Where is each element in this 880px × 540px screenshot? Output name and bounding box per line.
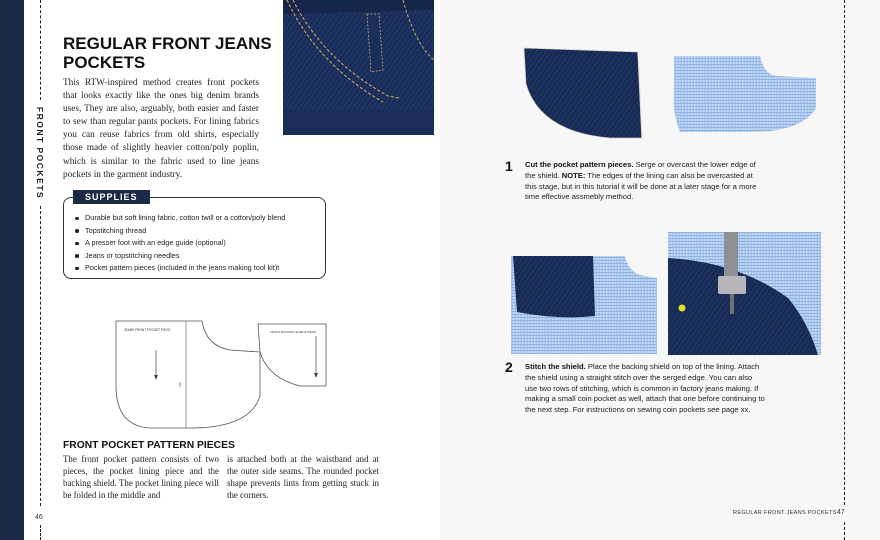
left-page-number: 46: [35, 514, 43, 521]
pocket-pattern-drawing: [110, 316, 335, 436]
section-side-label: FRONT POCKETS: [35, 106, 45, 200]
right-page-footer: REGULAR FRONT JEANS POCKETS: [733, 510, 837, 516]
supply-item: Pocket pattern pieces (included in the jeans making tool kit)t: [75, 262, 325, 275]
denim-shield-on-lining: [513, 256, 595, 317]
pattern-text-column-2: is attached both at the waistband and at the outer side seams. The rounded pocket shape prevents lints from getting stuck in the corners.: [227, 454, 379, 501]
supplies-heading: SUPPLIES: [73, 190, 150, 204]
lining-piece: [674, 56, 816, 132]
right-margin-dashed-line-end: [844, 522, 845, 540]
supply-item: A presser foot with an edge guide (optional): [75, 237, 325, 250]
intro-paragraph: This RTW-inspired method creates front pockets that looks exactly like the ones big denim brands uses, They are also, arguably, both easier and faster to sew than regular pants pockets. For lining fabrics you can reuse fabrics from old shirts, especially those made of slightly heavier cotton/poly poplin, which is similar to the fabric used to line jeans pockets in the garment industry.: [63, 78, 259, 180]
shield-on-lining-photo: [507, 254, 657, 354]
step-1-number: 1: [505, 158, 513, 174]
step-2-number: 2: [505, 359, 513, 375]
supply-item: Jeans or topstitching needles: [75, 250, 325, 263]
denim-shield-piece: [524, 48, 642, 138]
spine-bar: [0, 0, 24, 540]
presser-foot: [724, 232, 738, 280]
pattern-pieces-heading: FRONT POCKET PATTERN PIECES: [63, 440, 235, 451]
denim-pocket-photo: [283, 0, 434, 135]
margin-dashed-line-end: [40, 525, 41, 540]
shield-piece-label: FRONT BACKING SHIELD PIECE: [270, 330, 317, 334]
lining-piece-photo: [670, 52, 820, 137]
margin-dashed-line-top: [40, 0, 41, 100]
supply-item: Topstitching thread: [75, 225, 325, 238]
lining-piece-label: JEANS FRONT POCKET PIECE: [124, 328, 171, 332]
lining-pattern-outline: [116, 321, 260, 428]
cut-pattern-pieces-photo: [510, 42, 660, 142]
pattern-text-column-1: The front pocket pattern consists of two pieces, the pocket lining piece and the backing shield. The pocket lining piece will be folded in the middle and: [63, 454, 219, 501]
page-title: REGULAR FRONT JEANS POCKETS: [63, 34, 272, 72]
right-page-number: 47: [837, 509, 845, 516]
step-1-text: Cut the pocket pattern pieces. Serge or overcast the lower edge of the shield. NOTE: The edges of the lining can also be overcasted at this stage, but in this tutorial it will be done at a later stage for a more time effective assmebly method.: [525, 160, 757, 202]
supplies-list: [75, 212, 325, 275]
step-2-text: Stitch the shield. Place the backing shield on top of the lining. Attach the shield using a straight stitch over the serged edge. You can also use two rows of stitching, which is common in factory jeans making. If making a small coin pocket as well, attach that one before continuing to the next step. For instructions on sewing coin pockets see page xx.: [525, 362, 765, 415]
right-margin-dashed-line: [844, 0, 845, 505]
supply-item: Durable but soft lining fabric, cotton twill or a cotton/poly blend: [75, 212, 325, 225]
stitch-shield-photo: [668, 232, 821, 355]
margin-dashed-line-bottom: [40, 206, 41, 506]
pin-head: [679, 305, 686, 312]
